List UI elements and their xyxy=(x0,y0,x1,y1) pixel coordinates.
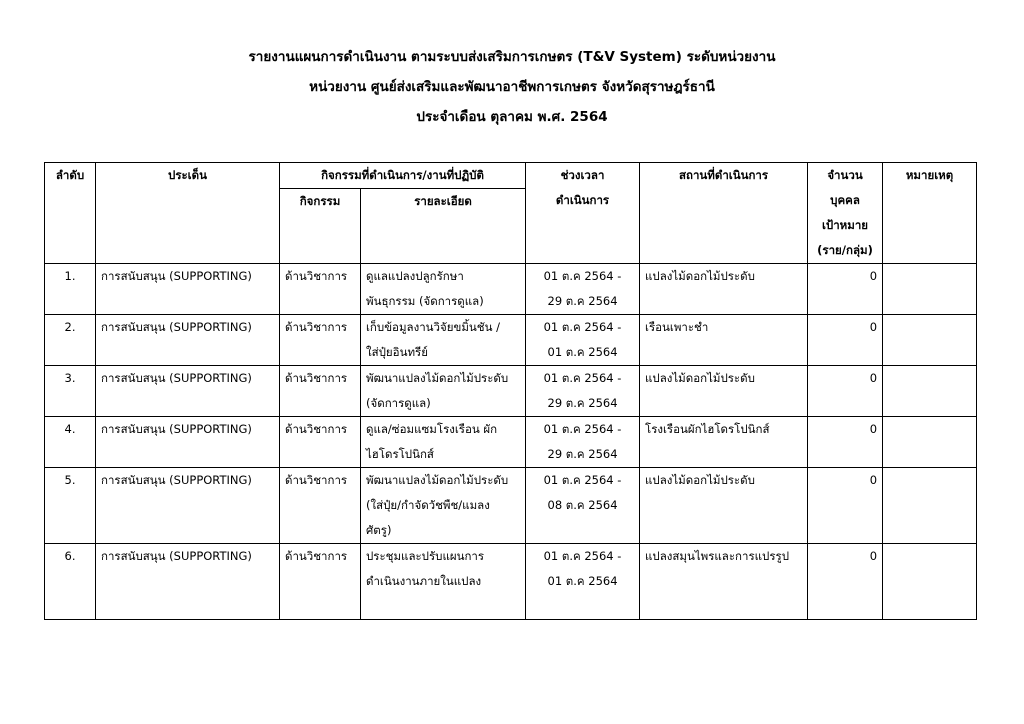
header-target xyxy=(808,163,883,264)
cell-detail xyxy=(361,315,526,366)
cell-target: 0 xyxy=(808,544,883,620)
cell-remark xyxy=(883,417,977,468)
cell-place: แปลงไม้ดอกไม้ประดับ xyxy=(640,264,808,315)
cell-activity: ด้านวิชาการ xyxy=(280,315,361,366)
period-start: 01 ต.ค 2564 - xyxy=(543,269,622,283)
header-place: สถานที่ดำเนินการ xyxy=(640,163,808,264)
header-no: ลำดับ xyxy=(45,163,96,264)
header-period-line-1: ช่วงเวลา xyxy=(560,168,605,182)
detail-line: พัฒนาแปลงไม้ดอกไม้ประดับ xyxy=(366,371,509,385)
detail-line: ประชุมและปรับแผนการ xyxy=(366,549,485,563)
cell-target: 0 xyxy=(808,417,883,468)
table-row xyxy=(45,366,977,417)
cell-target: 0 xyxy=(808,468,883,544)
period-start: 01 ต.ค 2564 - xyxy=(543,549,622,563)
cell-place: โรงเรือนผักไฮโดรโปนิกส์ xyxy=(640,417,808,468)
period-start: 01 ต.ค 2564 - xyxy=(543,320,622,334)
detail-line: พัฒนาแปลงไม้ดอกไม้ประดับ xyxy=(366,473,509,487)
plan-table xyxy=(44,162,977,620)
title-line-3: ประจำเดือน ตุลาคม พ.ศ. 2564 xyxy=(416,109,608,125)
header-activity: กิจกรรม xyxy=(280,189,361,264)
cell-place: แปลงไม้ดอกไม้ประดับ xyxy=(640,366,808,417)
cell-activity: ด้านวิชาการ xyxy=(280,468,361,544)
cell-issue: การสนับสนุน (SUPPORTING) xyxy=(96,468,280,544)
header-issue: ประเด็น xyxy=(96,163,280,264)
cell-no: 5. xyxy=(45,468,96,544)
cell-issue: การสนับสนุน (SUPPORTING) xyxy=(96,366,280,417)
detail-line: ดูแล/ซ่อมแซมโรงเรือน ผัก xyxy=(366,422,498,436)
cell-place: เรือนเพาะชำ xyxy=(640,315,808,366)
cell-detail xyxy=(361,468,526,544)
cell-detail xyxy=(361,544,526,620)
header-remark: หมายเหตุ xyxy=(883,163,977,264)
cell-remark xyxy=(883,366,977,417)
header-activity-group: กิจกรรมที่ดำเนินการ/งานที่ปฏิบัติ xyxy=(280,163,526,189)
table-row xyxy=(45,417,977,468)
table-row xyxy=(45,468,977,544)
cell-period xyxy=(526,417,640,468)
cell-detail xyxy=(361,264,526,315)
detail-line: ศัตรู) xyxy=(366,523,392,537)
cell-issue: การสนับสนุน (SUPPORTING) xyxy=(96,417,280,468)
cell-period xyxy=(526,468,640,544)
cell-detail xyxy=(361,366,526,417)
detail-line: ดูแลแปลงปลูกรักษา xyxy=(366,269,464,283)
detail-line: ดำเนินงานภายในแปลง xyxy=(366,574,482,588)
cell-period xyxy=(526,544,640,620)
header-target-line-1: จำนวน xyxy=(827,168,863,182)
detail-line: เก็บข้อมูลงานวิจัยขมิ้นชัน / xyxy=(366,320,500,334)
period-end: 29 ต.ค 2564 xyxy=(547,447,618,461)
period-end: 01 ต.ค 2564 xyxy=(547,574,618,588)
cell-activity: ด้านวิชาการ xyxy=(280,366,361,417)
cell-activity: ด้านวิชาการ xyxy=(280,417,361,468)
cell-remark xyxy=(883,264,977,315)
cell-no: 2. xyxy=(45,315,96,366)
cell-period xyxy=(526,366,640,417)
cell-no: 1. xyxy=(45,264,96,315)
detail-line: (ใส่ปุ๋ย/กำจัดวัชพืช/แมลง xyxy=(366,498,490,512)
cell-target: 0 xyxy=(808,315,883,366)
cell-activity: ด้านวิชาการ xyxy=(280,264,361,315)
detail-line: พันธุกรรม (จัดการดูแล) xyxy=(366,294,484,308)
cell-issue: การสนับสนุน (SUPPORTING) xyxy=(96,544,280,620)
report-title xyxy=(0,42,1024,132)
cell-period xyxy=(526,264,640,315)
header-target-line-4: (ราย/กลุ่ม) xyxy=(817,243,873,257)
table-row xyxy=(45,264,977,315)
period-start: 01 ต.ค 2564 - xyxy=(543,371,622,385)
cell-no: 4. xyxy=(45,417,96,468)
period-end: 01 ต.ค 2564 xyxy=(547,345,618,359)
cell-issue: การสนับสนุน (SUPPORTING) xyxy=(96,315,280,366)
period-start: 01 ต.ค 2564 - xyxy=(543,473,622,487)
cell-place: แปลงไม้ดอกไม้ประดับ xyxy=(640,468,808,544)
cell-target: 0 xyxy=(808,366,883,417)
detail-line: (จัดการดูแล) xyxy=(366,396,431,410)
header-period xyxy=(526,163,640,264)
cell-no: 6. xyxy=(45,544,96,620)
detail-line: ใส่ปุ๋ยอินทรีย์ xyxy=(366,345,428,359)
cell-no: 3. xyxy=(45,366,96,417)
period-start: 01 ต.ค 2564 - xyxy=(543,422,622,436)
period-end: 29 ต.ค 2564 xyxy=(547,396,618,410)
title-line-2: หน่วยงาน ศูนย์ส่งเสริมและพัฒนาอาชีพการเกษตร จังหวัดสุราษฎร์ธานี xyxy=(309,79,715,95)
period-end: 08 ต.ค 2564 xyxy=(547,498,618,512)
cell-target: 0 xyxy=(808,264,883,315)
cell-period xyxy=(526,315,640,366)
header-target-line-2: บุคคล xyxy=(830,193,860,207)
header-target-line-3: เป้าหมาย xyxy=(821,218,869,232)
cell-activity: ด้านวิชาการ xyxy=(280,544,361,620)
table-row xyxy=(45,544,977,620)
cell-place: แปลงสมุนไพรและการแปรรูป xyxy=(640,544,808,620)
header-period-line-2: ดำเนินการ xyxy=(555,193,610,207)
header-detail: รายละเอียด xyxy=(361,189,526,264)
cell-issue: การสนับสนุน (SUPPORTING) xyxy=(96,264,280,315)
period-end: 29 ต.ค 2564 xyxy=(547,294,618,308)
cell-remark xyxy=(883,544,977,620)
cell-remark xyxy=(883,468,977,544)
table-row xyxy=(45,315,977,366)
header-row-1 xyxy=(45,163,977,189)
cell-detail xyxy=(361,417,526,468)
detail-line: ไฮโดรโปนิกส์ xyxy=(366,447,434,461)
title-line-1: รายงานแผนการดำเนินงาน ตามระบบส่งเสริมการเกษตร (T&V System) ระดับหน่วยงาน xyxy=(248,49,776,65)
cell-remark xyxy=(883,315,977,366)
